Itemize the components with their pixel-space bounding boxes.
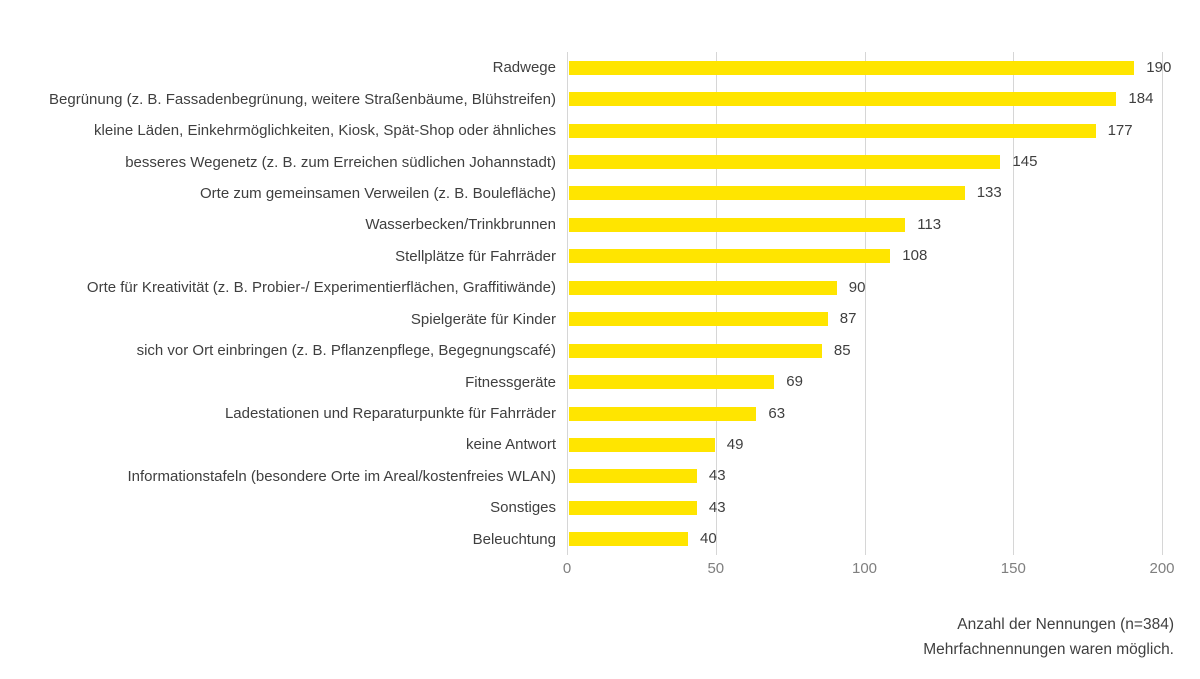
bar-row [0,209,1200,240]
bar-row [0,461,1200,492]
bar-row [0,241,1200,272]
bar-track [567,155,1162,169]
value-label: 69 [786,373,803,391]
category-label: sich vor Ort einbringen (z. B. Pflanzenpflege, Begegnungscafé) [136,342,556,360]
bar [569,532,688,546]
value-label: 85 [833,341,851,359]
bar [569,249,890,263]
bar [569,375,774,389]
value-label: 184 [1128,90,1154,108]
bar [569,281,837,295]
bar-track [567,532,1162,546]
category-label: kleine Läden, Einkehrmöglichkeiten, Kiosk, Spät-Shop oder ähnliches [94,122,556,140]
x-tick-label-50: 50 [707,560,725,577]
value-label: 43 [708,467,726,485]
bar-track [567,341,1162,359]
category-label: Begrünung (z. B. Fassadenbegrünung, weitere Straßenbäume, Blühstreifen) [49,90,556,108]
bar-row [0,115,1200,146]
bar [569,124,1096,138]
bar [569,469,697,483]
x-tick-label-100: 100 [851,560,878,577]
bar [569,407,756,421]
footnote-line-1: Anzahl der Nennungen (n=384) [957,616,1174,633]
value-label: 49 [726,436,744,454]
category-label: Stellplätze für Fahrräder [395,247,556,265]
bar [569,61,1134,75]
bar-track [567,438,1162,452]
bar-track [567,312,1162,326]
category-label: besseres Wegenetz (z. B. zum Erreichen südlichen Johannstadt) [125,153,556,171]
value-label: 177 [1107,121,1133,139]
bar-track [567,404,1162,422]
value-label: 87 [839,310,857,328]
bar-row [0,398,1200,429]
bar-rows [0,52,1200,555]
chart-footnote [923,612,1174,662]
category-label: Informationstafeln (besondere Orte im Areal/kostenfreies WLAN) [127,467,556,485]
bar-track [567,58,1172,76]
bar-track [567,218,1162,232]
x-tick-label-0: 0 [562,560,572,577]
bar-row [0,524,1200,555]
category-label: Radwege [492,59,556,77]
bar [569,218,905,232]
value-label: 90 [848,278,866,296]
bar-row [0,52,1200,83]
bar-row [0,335,1200,366]
bar-track [567,186,1162,200]
value-label: 133 [976,184,1002,202]
value-label: 63 [768,404,786,422]
x-axis [0,560,1200,580]
category-label: Fitnessgeräte [465,373,556,391]
bar [569,344,822,358]
category-label: keine Antwort [465,436,556,454]
x-tick-label-150: 150 [1000,560,1026,577]
bar [569,186,965,200]
bar-row [0,83,1200,114]
category-label: Beleuchtung [472,530,556,548]
category-label: Spielgeräte für Kinder [410,310,556,328]
bar-row [0,429,1200,460]
bar-track [567,501,1162,515]
value-label: 190 [1146,58,1172,76]
bar [569,312,828,326]
value-label: 108 [902,247,928,265]
bar-row [0,492,1200,523]
value-label: 113 [917,216,942,234]
value-label: 43 [708,499,726,517]
bar-track [567,469,1162,483]
bar-row [0,178,1200,209]
value-label: 40 [700,530,717,548]
category-label: Orte zum gemeinsamen Verweilen (z. B. Boulefläche) [200,184,556,202]
bar [569,501,697,515]
bar-track [567,249,1162,263]
value-label: 145 [1012,153,1038,171]
bar [569,92,1116,106]
category-label: Orte für Kreativität (z. B. Probier-/ Experimentierflächen, Graffitiwände) [86,279,556,297]
category-label: Wasserbecken/Trinkbrunnen [365,216,556,234]
bar [569,155,1000,169]
x-tick-label-200: 200 [1149,560,1175,577]
bar-row [0,146,1200,177]
bar-track [567,278,1162,296]
bar-track [567,121,1162,139]
bar [569,438,715,452]
category-label: Sonstiges [490,499,556,517]
bar-track [567,375,1162,389]
bar-row [0,304,1200,335]
bar-row [0,272,1200,303]
category-label: Ladestationen und Reparaturpunkte für Fahrräder [224,405,556,423]
bar-row [0,366,1200,397]
bar-track [567,92,1162,106]
footnote-line-2: Mehrfachnennungen waren möglich. [923,641,1174,658]
